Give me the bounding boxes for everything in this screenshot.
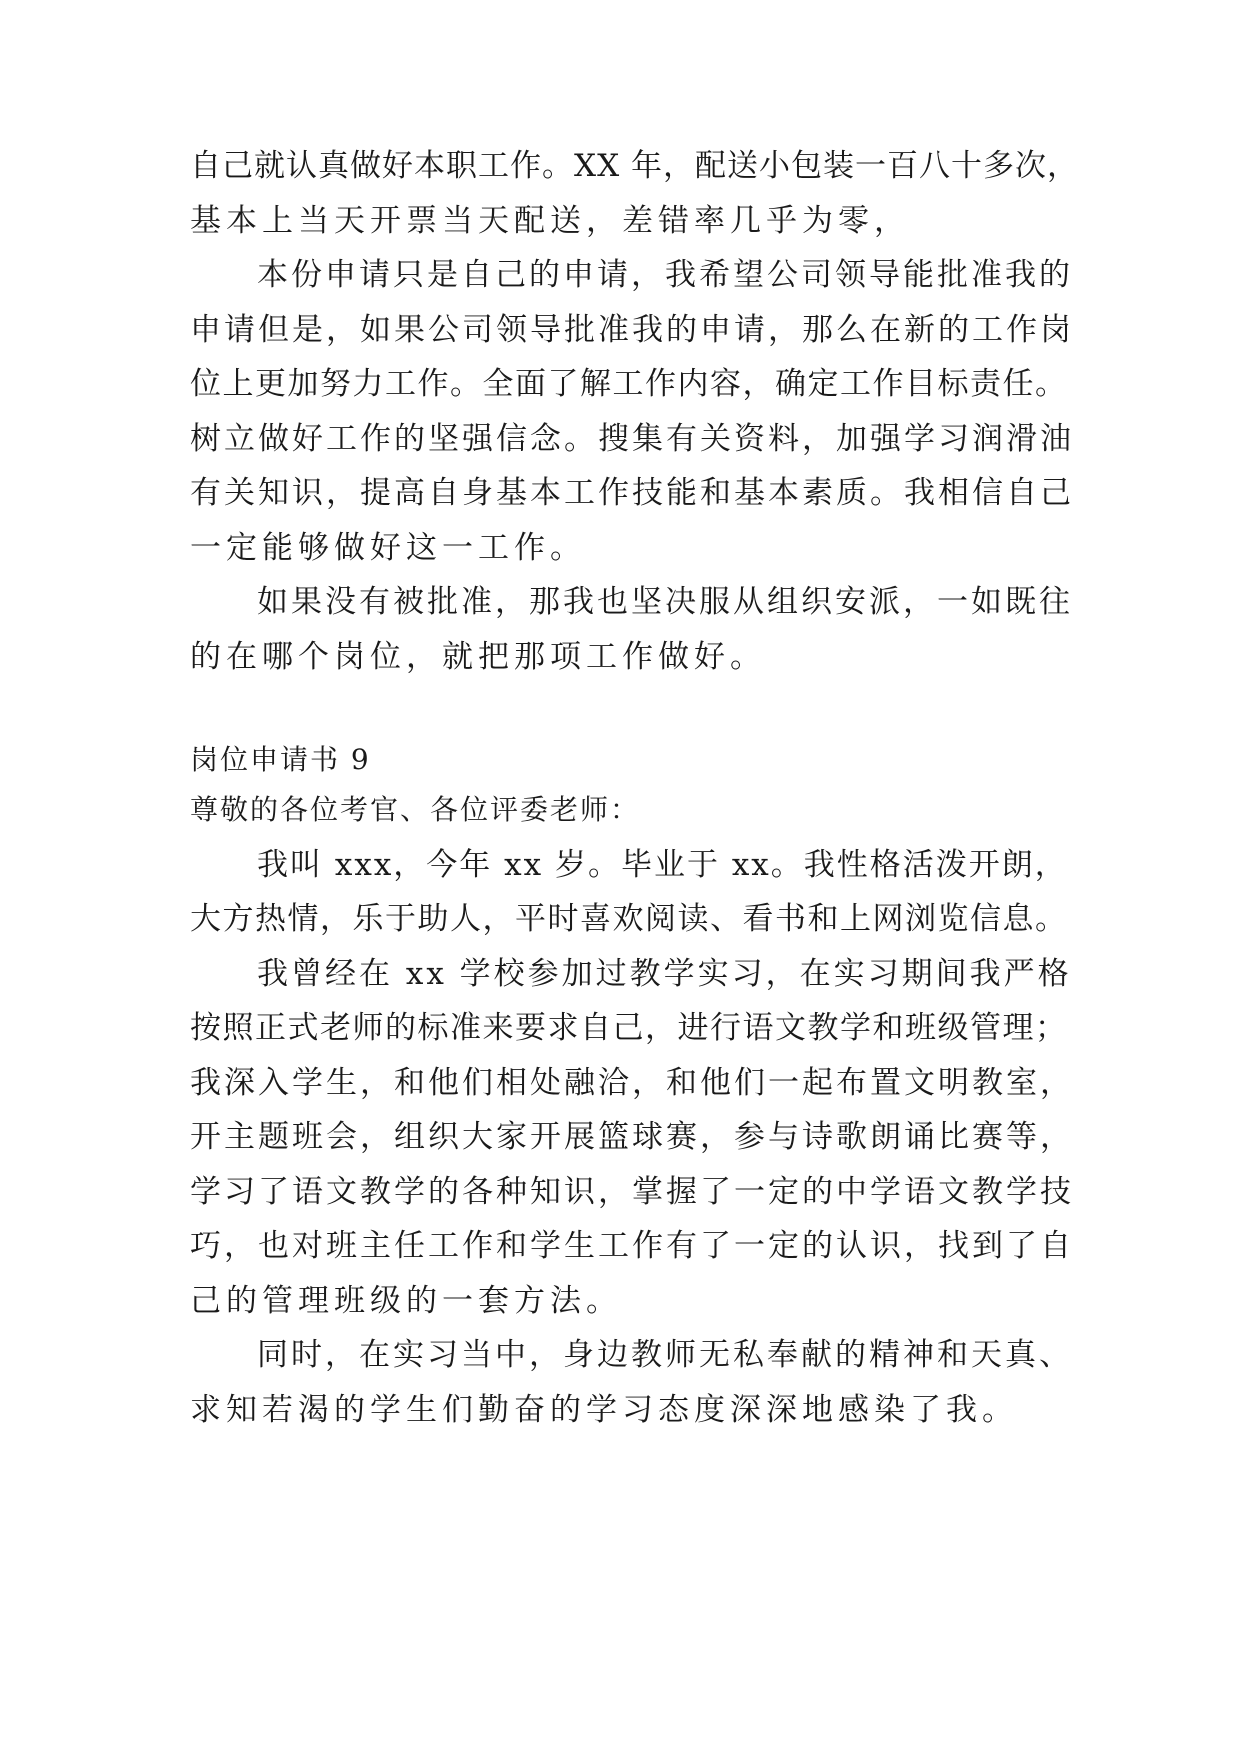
- paragraph-line: 我叫 xxx，今年 xx 岁。毕业于 xx。我性格活泼开朗，: [257, 847, 1068, 883]
- paragraph-line: 开主题班会，组织大家开展篮球赛，参与诗歌朗诵比赛等，: [190, 1119, 1074, 1155]
- paragraph-line: 有关知识，提高自身基本工作技能和基本素质。我相信自己: [190, 475, 1074, 511]
- paragraph-line: 我曾经在 xx 学校参加过教学实习，在实习期间我严格: [257, 956, 1072, 992]
- paragraph-line: 大方热情，乐于助人，平时喜欢阅读、看书和上网浏览信息。: [190, 901, 1068, 937]
- paragraph-line: 自己就认真做好本职工作。XX 年，配送小包装一百八十多次，: [190, 148, 1079, 184]
- paragraph-line: 同时，在实习当中，身边教师无私奉献的精神和天真、: [257, 1337, 1073, 1373]
- paragraph-line: 一定能够做好这一工作。: [190, 530, 586, 566]
- paragraph-line: 如果没有被批准，那我也坚决服从组织安派，一如既往: [257, 584, 1073, 620]
- paragraph-line: 求知若渴的学生们勤奋的学习态度深深地感染了我。: [190, 1392, 1018, 1428]
- paragraph-line: 我深入学生，和他们相处融洽，和他们一起布置文明教室，: [190, 1065, 1074, 1101]
- section-title: 岗位申请书 9: [190, 743, 371, 776]
- paragraph-line: 申请但是，如果公司领导批准我的申请，那么在新的工作岗: [190, 312, 1074, 348]
- paragraph-line: 学习了语文教学的各种知识，掌握了一定的中学语文教学技: [190, 1174, 1074, 1210]
- paragraph-line: 的在哪个岗位，就把那项工作做好。: [190, 639, 766, 675]
- salutation: 尊敬的各位考官、各位评委老师：: [190, 793, 641, 826]
- paragraph-line: 位上更加努力工作。全面了解工作内容，确定工作目标责任。: [190, 366, 1068, 402]
- paragraph-line: 己的管理班级的一套方法。: [190, 1283, 622, 1319]
- paragraph-line: 本份申请只是自己的申请，我希望公司领导能批准我的: [257, 257, 1073, 293]
- paragraph-line: 基本上当天开票当天配送，差错率几乎为零，: [190, 203, 910, 239]
- paragraph-line: 按照正式老师的标准来要求自己，进行语文教学和班级管理；: [190, 1010, 1068, 1046]
- paragraph-line: 巧，也对班主任工作和学生工作有了一定的认识，找到了自: [190, 1228, 1074, 1264]
- paragraph-line: 树立做好工作的坚强信念。搜集有关资料，加强学习润滑油: [190, 421, 1074, 457]
